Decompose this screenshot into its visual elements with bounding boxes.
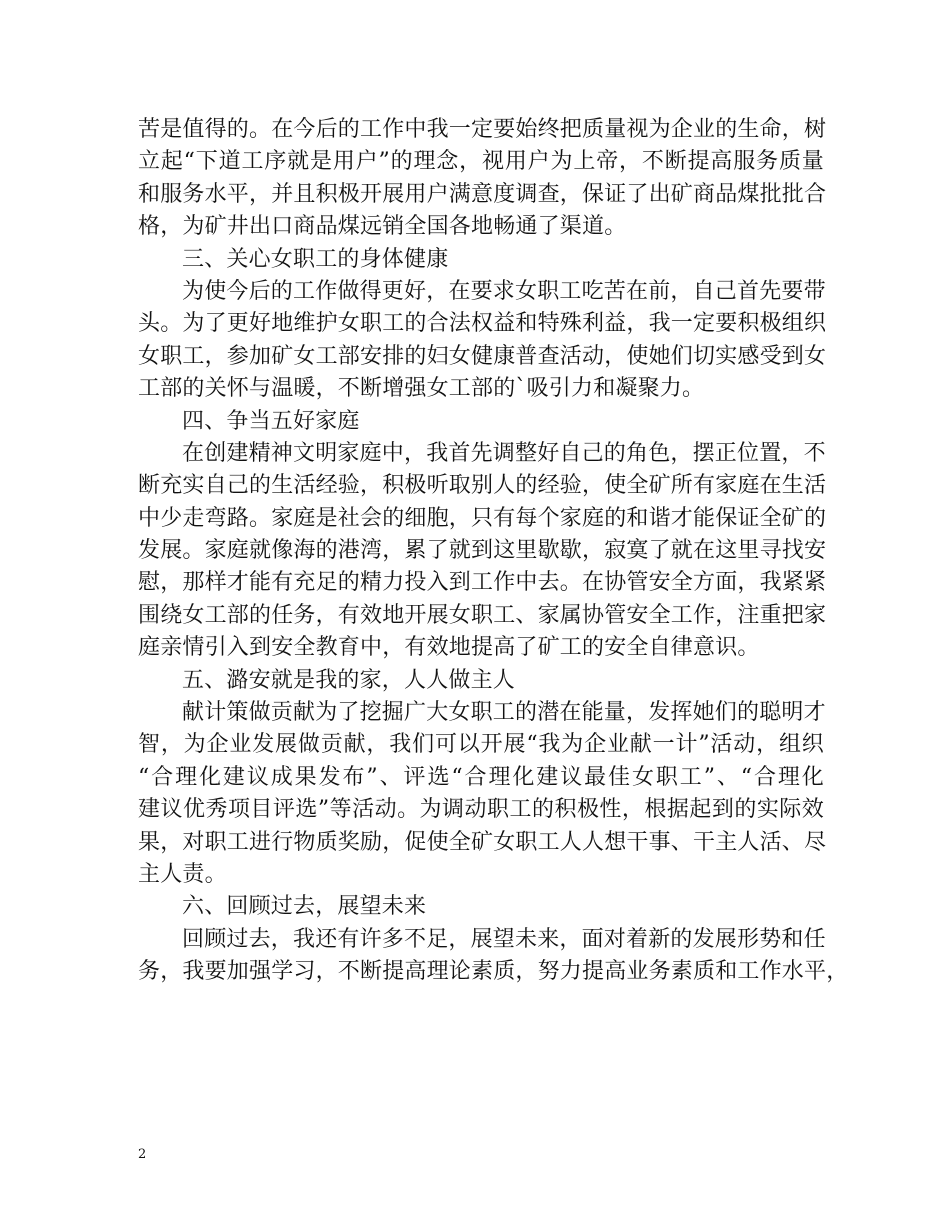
- section-heading: 五、潞安就是我的家，人人做主人: [182, 667, 516, 693]
- text-line: 发展。家庭就像海的港湾，累了就到这里歇歇，寂寞了就在这里寻找安: [138, 538, 827, 564]
- text-line: 务，我要加强学习，不断提高理论素质，努力提高业务素质和工作水平，: [138, 959, 849, 985]
- body-text: [138, 114, 849, 989]
- section-heading: 三、关心女职工的身体健康: [182, 246, 449, 272]
- text-line: 围绕女工部的任务，有效地开展女职工、家属协管安全工作，注重把家: [138, 602, 827, 628]
- text-line: 庭亲情引入到安全教育中，有效地提高了矿工的安全自律意识。: [138, 635, 760, 661]
- text-line: 断充实自己的生活经验，积极听取别人的经验，使全矿所有家庭在生活: [138, 473, 827, 499]
- text-line: 回顾过去，我还有许多不足，展望未来，面对着新的发展形势和任: [182, 926, 826, 952]
- text-line: 中少走弯路。家庭是社会的细胞，只有每个家庭的和谐才能保证全矿的: [138, 505, 827, 531]
- page-number: 2: [138, 1147, 147, 1162]
- text-line: “合理化建议成果发布”、评选“合理化建议最佳女职工”、“合理化: [138, 764, 824, 790]
- section-heading: 六、回顾过去，展望未来: [182, 894, 427, 920]
- text-line: 工部的关怀与温暖，不断增强女工部的`吸引力和凝聚力。: [138, 376, 705, 402]
- text-line: 建议优秀项目评选”等活动。为调动职工的积极性，根据起到的实际效: [138, 797, 824, 823]
- text-line: 头。为了更好地维护女职工的合法权益和特殊利益，我一定要积极组织: [138, 311, 827, 337]
- section-heading: 四、争当五好家庭: [182, 408, 360, 434]
- text-line: 格，为矿井出口商品煤远销全国各地畅通了渠道。: [138, 214, 627, 240]
- text-line: 和服务水平，并且积极开展用户满意度调查，保证了出矿商品煤批批合: [138, 181, 827, 207]
- text-line: 立起“下道工序就是用户”的理念，视用户为上帝，不断提高服务质量: [138, 149, 824, 175]
- text-line: 在创建精神文明家庭中，我首先调整好自己的角色，摆正位置，不: [182, 440, 826, 466]
- text-line: 为使今后的工作做得更好，在要求女职工吃苦在前，自己首先要带: [182, 278, 826, 304]
- text-line: 苦是值得的。在今后的工作中我一定要始终把质量视为企业的生命，树: [138, 117, 827, 142]
- text-line: 献计策做贡献为了挖掘广大女职工的潜在能量，发挥她们的聪明才: [182, 700, 826, 726]
- text-line: 智，为企业发展做贡献，我们可以开展“我为企业献一计”活动，组织: [138, 732, 824, 758]
- text-line: 主人责。: [138, 861, 227, 887]
- text-line: 果，对职工进行物质奖励，促使全矿女职工人人想干事、干主人活、尽: [138, 829, 827, 855]
- text-line: 女职工，参加矿女工部安排的妇女健康普查活动，使她们切实感受到女: [138, 343, 827, 369]
- text-line: 慰，那样才能有充足的精力投入到工作中去。在协管安全方面，我紧紧: [138, 570, 827, 596]
